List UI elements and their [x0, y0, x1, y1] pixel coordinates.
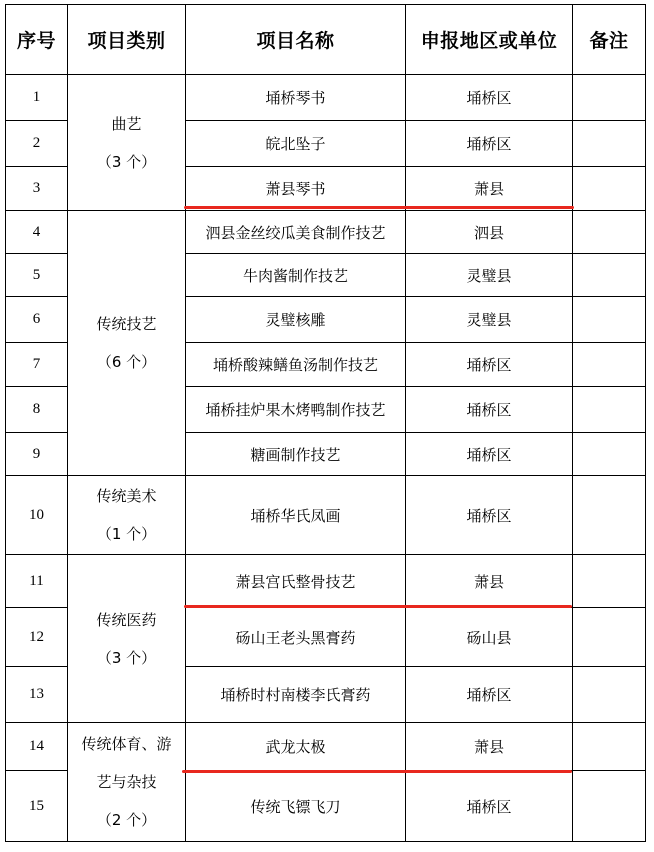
row-name: 传统飞镖飞刀 — [186, 771, 406, 842]
row-seq: 1 — [6, 75, 68, 121]
row-remark — [573, 343, 646, 387]
row-seq: 12 — [6, 608, 68, 667]
row-name: 皖北坠子 — [186, 121, 406, 167]
row-region: 灵璧县 — [406, 297, 573, 343]
row-name: 埇桥时村南楼李氏膏药 — [186, 667, 406, 723]
row-remark — [573, 723, 646, 771]
row-seq: 15 — [6, 771, 68, 842]
header-category: 项目类别 — [68, 5, 186, 75]
category-cell — [68, 476, 186, 555]
row-remark — [573, 555, 646, 608]
row-remark — [573, 254, 646, 297]
row-seq: 4 — [6, 211, 68, 254]
table-row — [6, 211, 646, 254]
category-cell — [68, 211, 186, 476]
category-cell — [68, 723, 186, 842]
row-seq: 10 — [6, 476, 68, 555]
row-remark — [573, 387, 646, 433]
highlight-underline — [184, 206, 574, 209]
row-region: 灵璧县 — [406, 254, 573, 297]
heritage-list-table — [5, 4, 646, 842]
row-name: 萧县宫氏整骨技艺 — [186, 555, 406, 608]
row-name: 武龙太极 — [186, 723, 406, 771]
row-name: 糖画制作技艺 — [186, 433, 406, 476]
row-remark — [573, 771, 646, 842]
row-region: 埇桥区 — [406, 387, 573, 433]
row-region: 埇桥区 — [406, 121, 573, 167]
row-seq: 3 — [6, 167, 68, 211]
row-seq: 9 — [6, 433, 68, 476]
table-row — [6, 476, 646, 555]
category-count: （2 个） — [96, 811, 157, 829]
row-region: 萧县 — [406, 555, 573, 608]
table-header-row — [6, 5, 646, 75]
row-remark — [573, 167, 646, 211]
row-name: 萧县琴书 — [186, 167, 406, 211]
row-region: 埇桥区 — [406, 667, 573, 723]
row-remark — [573, 608, 646, 667]
category-count: （1 个） — [96, 525, 157, 543]
row-remark — [573, 211, 646, 254]
row-name: 埇桥琴书 — [186, 75, 406, 121]
category-name: 传统体育、游 — [81, 735, 172, 753]
header-name: 项目名称 — [186, 5, 406, 75]
category-cell — [68, 75, 186, 211]
row-seq: 11 — [6, 555, 68, 608]
row-name: 泗县金丝绞瓜美食制作技艺 — [186, 211, 406, 254]
highlight-underline — [182, 770, 572, 773]
category-name: 传统医药 — [96, 610, 157, 629]
row-name: 埇桥酸辣鳝鱼汤制作技艺 — [186, 343, 406, 387]
header-seq: 序号 — [6, 5, 68, 75]
row-name: 埇桥挂炉果木烤鸭制作技艺 — [186, 387, 406, 433]
row-remark — [573, 476, 646, 555]
category-name-line2: 艺与杂技 — [96, 773, 157, 791]
row-seq: 14 — [6, 723, 68, 771]
table-row — [6, 75, 646, 121]
row-region: 埇桥区 — [406, 476, 573, 555]
row-region: 埇桥区 — [406, 343, 573, 387]
category-cell — [68, 555, 186, 723]
category-name: 曲艺 — [111, 114, 142, 133]
header-region: 申报地区或单位 — [406, 5, 573, 75]
row-seq: 8 — [6, 387, 68, 433]
highlight-underline — [184, 605, 572, 608]
header-remark: 备注 — [573, 5, 646, 75]
row-remark — [573, 75, 646, 121]
row-region: 萧县 — [406, 723, 573, 771]
row-region: 萧县 — [406, 167, 573, 211]
category-count: （6 个） — [96, 353, 157, 371]
row-seq: 7 — [6, 343, 68, 387]
row-name: 砀山王老头黑膏药 — [186, 608, 406, 667]
row-seq: 13 — [6, 667, 68, 723]
row-remark — [573, 667, 646, 723]
row-seq: 6 — [6, 297, 68, 343]
category-count: （3 个） — [96, 648, 157, 667]
row-remark — [573, 121, 646, 167]
row-name: 埇桥华氏凤画 — [186, 476, 406, 555]
row-name: 灵璧核雕 — [186, 297, 406, 343]
row-region: 泗县 — [406, 211, 573, 254]
row-region: 埇桥区 — [406, 433, 573, 476]
table-row — [6, 555, 646, 608]
row-region: 埇桥区 — [406, 75, 573, 121]
row-seq: 2 — [6, 121, 68, 167]
category-name: 传统技艺 — [96, 315, 157, 333]
category-name: 传统美术 — [96, 487, 157, 505]
row-remark — [573, 433, 646, 476]
row-remark — [573, 297, 646, 343]
row-name: 牛肉酱制作技艺 — [186, 254, 406, 297]
category-count: （3 个） — [96, 152, 157, 171]
row-region: 埇桥区 — [406, 771, 573, 842]
table-row — [6, 723, 646, 771]
row-region: 砀山县 — [406, 608, 573, 667]
row-seq: 5 — [6, 254, 68, 297]
